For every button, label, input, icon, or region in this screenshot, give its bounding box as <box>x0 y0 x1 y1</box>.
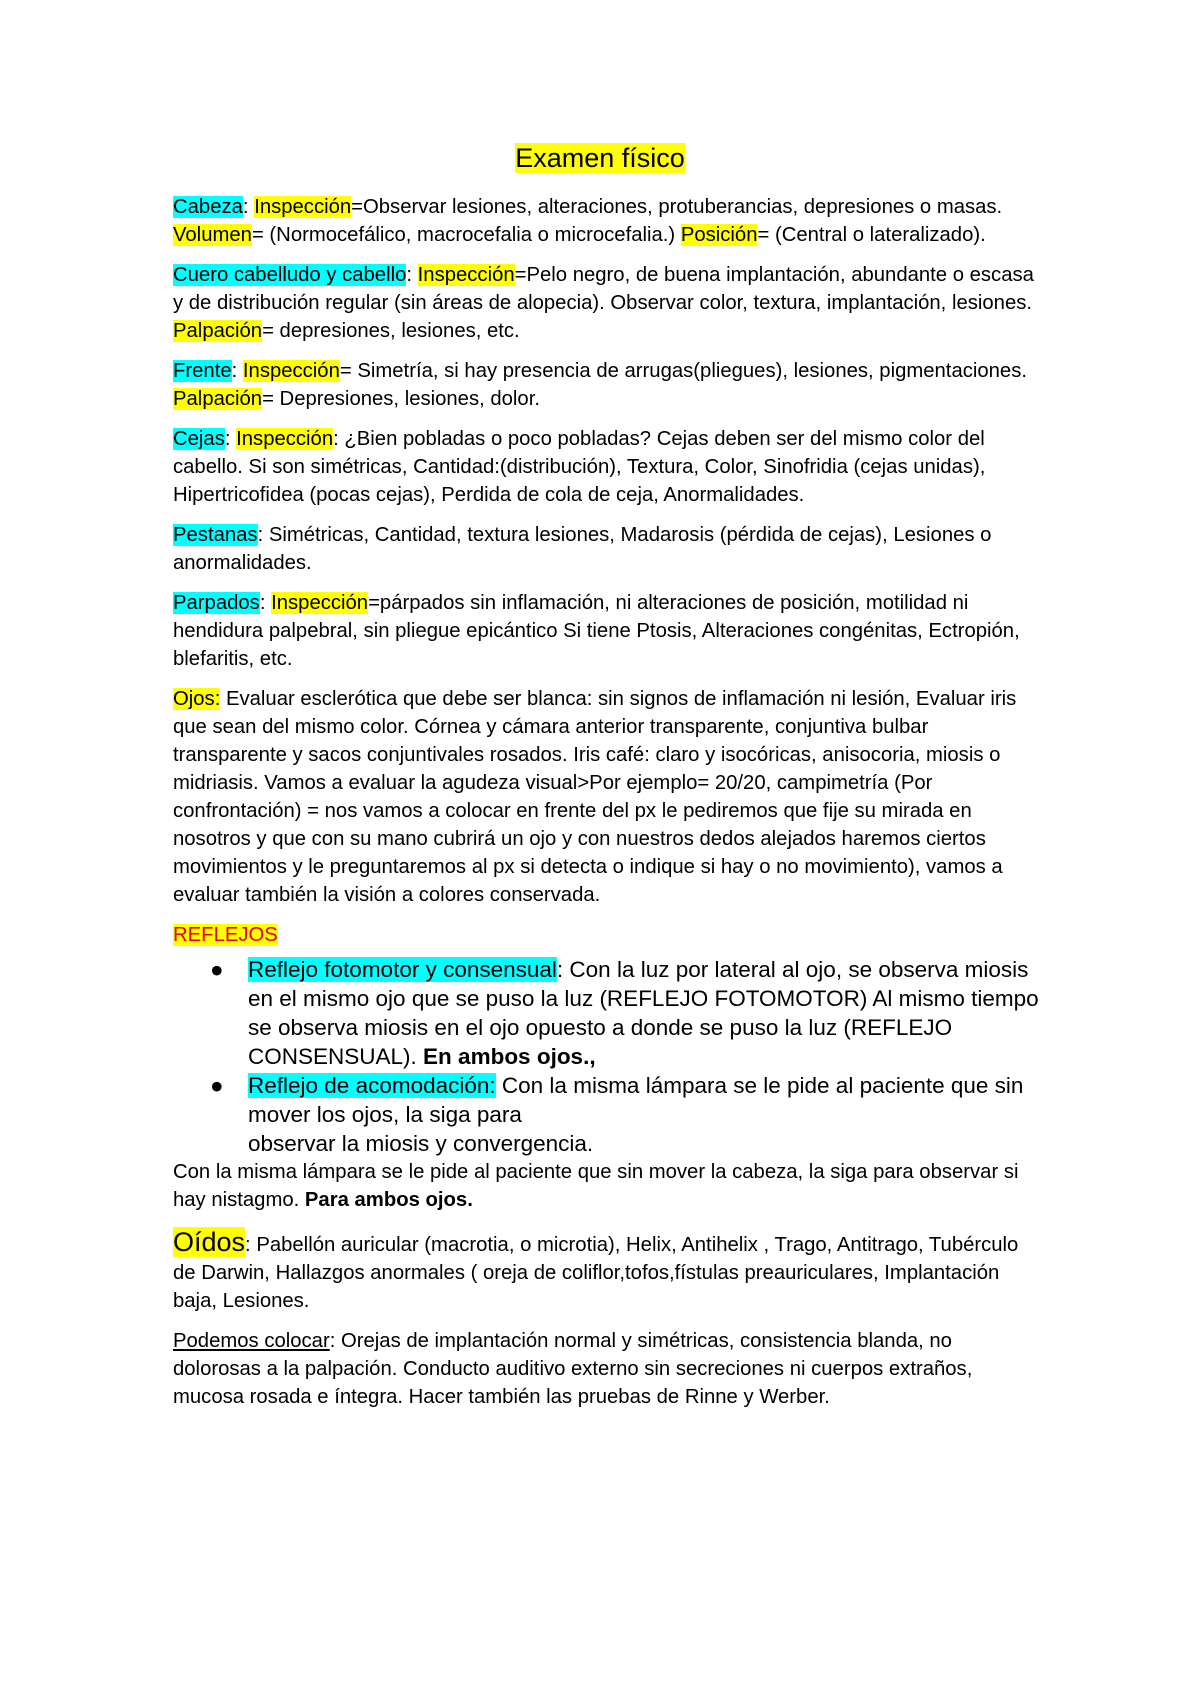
separator: : <box>406 264 418 286</box>
paragraph-podemos-colocar <box>173 1327 1043 1411</box>
separator: : <box>242 196 255 218</box>
reflejos-list <box>173 955 1043 1158</box>
list-item <box>210 1071 1043 1158</box>
text-inspeccion: =párpados sin inflamación, ni alteraciones de posición, motilidad ni hendidura palpebral, sin pliegue epicántico Si tiene Ptosis, Alteraciones congénitas, Ectropión, blefaritis, etc. <box>173 592 1020 670</box>
label-cuero: Cuero cabelludo y cabello <box>173 264 407 286</box>
separator: : <box>259 592 272 614</box>
text-palpacion: = Depresiones, lesiones, dolor. <box>262 388 540 410</box>
label-frente: Frente <box>173 360 232 382</box>
separator: : <box>231 360 243 382</box>
label-parpados: Parpados <box>173 592 260 614</box>
bold-para-ambos-ojos: Para ambos ojos. <box>304 1189 473 1211</box>
bullet-icon: ● <box>210 1073 224 1098</box>
label-inspeccion: Inspección <box>236 428 334 450</box>
paragraph-parpados <box>173 589 1043 673</box>
text-inspeccion: =Observar lesiones, alteraciones, protuberancias, depresiones o masas. <box>351 196 1003 218</box>
paragraph-pestanas <box>173 521 1043 577</box>
text-inspeccion: : ¿Bien pobladas o poco pobladas? Cejas deben ser del mismo color del cabello. Si son simétricas, Cantidad:(distribución), Textura, Color, Sinofridia (cejas unidas), Hipertricofidea (pocas cejas), Perdida de cola de ceja, Anormalidades. <box>173 428 986 506</box>
label-volumen: Volumen <box>173 224 252 246</box>
bullet-icon: ● <box>210 957 224 982</box>
text-volumen: = (Normocefálico, macrocefalia o microcefalia.) <box>251 224 681 246</box>
label-cabeza: Cabeza <box>173 196 243 218</box>
label-reflejo-fotomotor: Reflejo fotomotor y consensual <box>248 957 557 982</box>
label-reflejo-acomodacion: Reflejo de acomodación: <box>248 1073 496 1098</box>
text-posicion: = (Central o lateralizado). <box>757 224 986 246</box>
label-reflejos: REFLEJOS <box>173 924 278 946</box>
label-oidos: Oídos <box>173 1227 246 1257</box>
text-podemos-colocar: : Orejas de implantación normal y simétricas, consistencia blanda, no dolorosas a la palpación. Conducto auditivo externo sin secreciones ni cuerpos extraños, mucosa rosada e íntegra. Hacer también las pruebas de Rinne y Werber. <box>173 1330 973 1408</box>
label-podemos-colocar: Podemos colocar <box>173 1330 330 1352</box>
label-posicion: Posición <box>680 224 758 246</box>
text-inspeccion: =Pelo negro, de buena implantación, abundante o escasa y de distribución regular (sin áreas de alopecia). Observar color, textura, implantación, lesiones. <box>173 264 1034 314</box>
paragraph-cabeza <box>173 193 1043 249</box>
label-cejas: Cejas <box>173 428 225 450</box>
text-pestanas: : Simétricas, Cantidad, textura lesiones, Madarosis (pérdida de cejas), Lesiones o anormalidades. <box>173 524 992 574</box>
paragraph-oidos <box>173 1228 1043 1315</box>
text-oidos: : Pabellón auricular (macrotia, o microtia), Helix, Antihelix , Trago, Antitrago, Tubérculo de Darwin, Hallazgos anormales ( oreja de coliflor,tofos,fístulas preauriculares, Implantación baja, Lesiones. <box>173 1234 1019 1312</box>
text-reflejo-acomodacion: Con la misma lámpara se le pide al paciente que sin mover los ojos, la siga para <box>248 1073 1024 1127</box>
text-nistagmo: Con la misma lámpara se le pide al paciente que sin mover la cabeza, la siga para observar si hay nistagmo. <box>173 1161 1019 1211</box>
bold-ambos-ojos: En ambos ojos., <box>423 1044 596 1069</box>
text-inspeccion: = Simetría, si hay presencia de arrugas(pliegues), lesiones, pigmentaciones. <box>339 360 1027 382</box>
separator: : <box>224 428 237 450</box>
paragraph-cuero-cabelludo <box>173 261 1043 345</box>
text-reflejo-acomodacion-2: observar la miosis y convergencia. <box>248 1131 594 1156</box>
label-palpacion: Palpación <box>173 320 263 342</box>
page-title <box>0 141 1200 175</box>
document-body <box>173 193 1043 1423</box>
text-palpacion: = depresiones, lesiones, etc. <box>262 320 520 342</box>
label-inspeccion: Inspección <box>242 360 340 382</box>
label-inspeccion: Inspección <box>271 592 369 614</box>
paragraph-nistagmo <box>173 1158 1043 1214</box>
paragraph-ojos <box>173 685 1043 909</box>
label-palpacion: Palpación <box>173 388 263 410</box>
label-inspeccion: Inspección <box>254 196 352 218</box>
label-inspeccion: Inspección <box>417 264 515 286</box>
label-pestanas: Pestanas <box>173 524 258 546</box>
title-text: Examen físico <box>515 143 685 173</box>
label-ojos: Ojos: <box>173 688 221 710</box>
paragraph-cejas <box>173 425 1043 509</box>
list-item <box>210 955 1043 1071</box>
heading-reflejos <box>173 921 1043 949</box>
paragraph-frente <box>173 357 1043 413</box>
text-ojos: Evaluar esclerótica que debe ser blanca: sin signos de inflamación ni lesión, Evaluar iris que sean del mismo color. Córnea y cámara anterior transparente, conjuntiva bulbar transparente y sacos conjuntivales rosados. Iris café: claro y isocóricas, anisocoria, miosis o midriasis. Vamos a evaluar la agudeza visual>Por ejemplo= 20/20, campimetría (Por confrontación) = nos vamos a colocar en frente del px le pediremos que fije su mirada en nosotros y que con su mano cubrirá un ojo y con nuestros dedos alejados haremos ciertos movimientos y le preguntaremos al px si detecta o indique si hay o no movimiento), vamos a evaluar también la visión a colores conservada. <box>173 688 1017 906</box>
text-reflejo-fotomotor: : Con la luz por lateral al ojo, se observa miosis en el mismo ojo que se puso la luz (REFLEJO FOTOMOTOR) Al mismo tiempo se observa miosis en el ojo opuesto a donde se puso la luz (REFLEJO CONSENSUAL). <box>248 957 1039 1069</box>
